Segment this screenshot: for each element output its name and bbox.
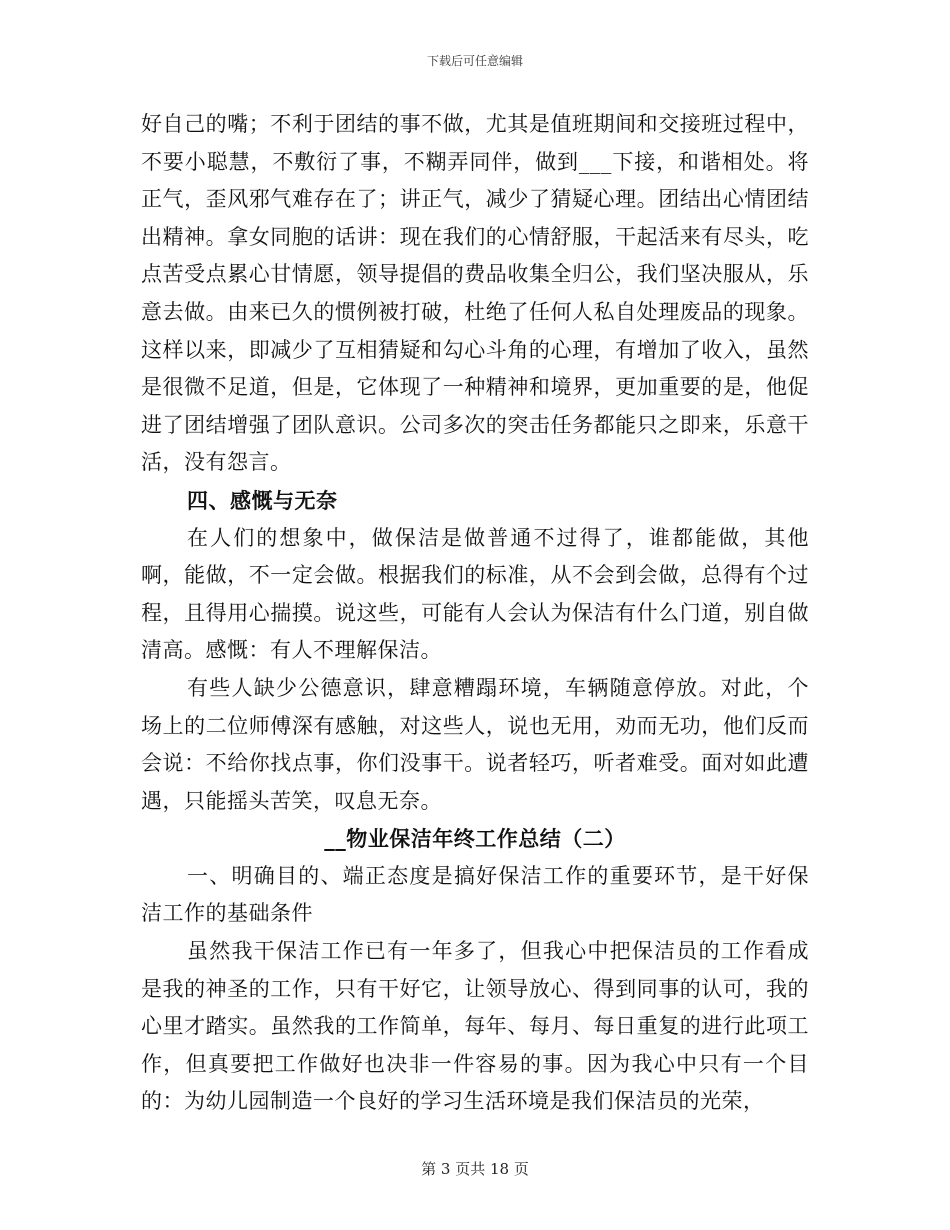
paragraph: 虽然我干保洁工作已有一年多了，但我心中把保洁员的工作看成是我的神圣的工作，只有干好它，让领导放心、得到同事的认可，我的心里才踏实。虽然我的工作简单，每年、每月、每日重复的进行此项工作，但真要把工作做好也决非一件容易的事。因为我心中只有一个目的：为幼儿园制造一个良好的学习生活环境是我们保洁员的光荣， bbox=[141, 939, 809, 1114]
paragraph-continuation: 好自己的嘴；不利于团结的事不做，尤其是值班期间和交接班过程中，不要小聪慧，不敷衍了事，不糊弄同伴，做到___下接，和谐相处。将正气，歪风邪气难存在了；讲正气，减少了猜疑心理。团结出心情团结出精神。拿女同胞的话讲：现在我们的心情舒服，干起活来有尽头，吃点苦受点累心甘情愿，领导提倡的费品收集全归公，我们坚决服从，乐意去做。由来已久的惯例被打破，杜绝了任何人私自处理废品的现象。这样以来，即减少了互相猜疑和勾心斗角的心理，有增加了收入，虽然是很微不足道，但是，它体现了一种精神和境界，更加重要的是，他促进了团结增强了团队意识。公司多次的突击任务都能只之即来，乐意干活，没有怨言。 bbox=[141, 112, 809, 475]
paragraph: 一、明确目的、端正态度是搞好保洁工作的重要环节，是干好保洁工作的基础条件 bbox=[141, 863, 809, 926]
section-heading: 四、感慨与无奈 bbox=[187, 487, 338, 513]
page-number: 第 3 页共 18 页 bbox=[421, 1160, 529, 1178]
document-body bbox=[141, 106, 809, 1121]
paragraph: 在人们的想象中，做保洁是做普通不过得了，谁都能做，其他啊，能做，不一定会做。根据我们的标准，从不会到会做，总得有个过程，且得用心揣摸。说这些，可能有人会认为保洁有什么门道，别自做清高。感慨：有人不理解保洁。 bbox=[141, 525, 809, 663]
document-title: __物业保洁年终工作总结（二） bbox=[324, 826, 626, 852]
paragraph: 有些人缺少公德意识，肆意糟蹋环境，车辆随意停放。对此，个场上的二位师傅深有感触，对这些人，说也无用，劝而无功，他们反而会说：不给你找点事，你们没事干。说者轻巧，听者难受。面对如此遭遇，只能摇头苦笑，叹息无奈。 bbox=[141, 675, 809, 813]
page-header: 下载后可任意编辑 bbox=[426, 54, 523, 68]
